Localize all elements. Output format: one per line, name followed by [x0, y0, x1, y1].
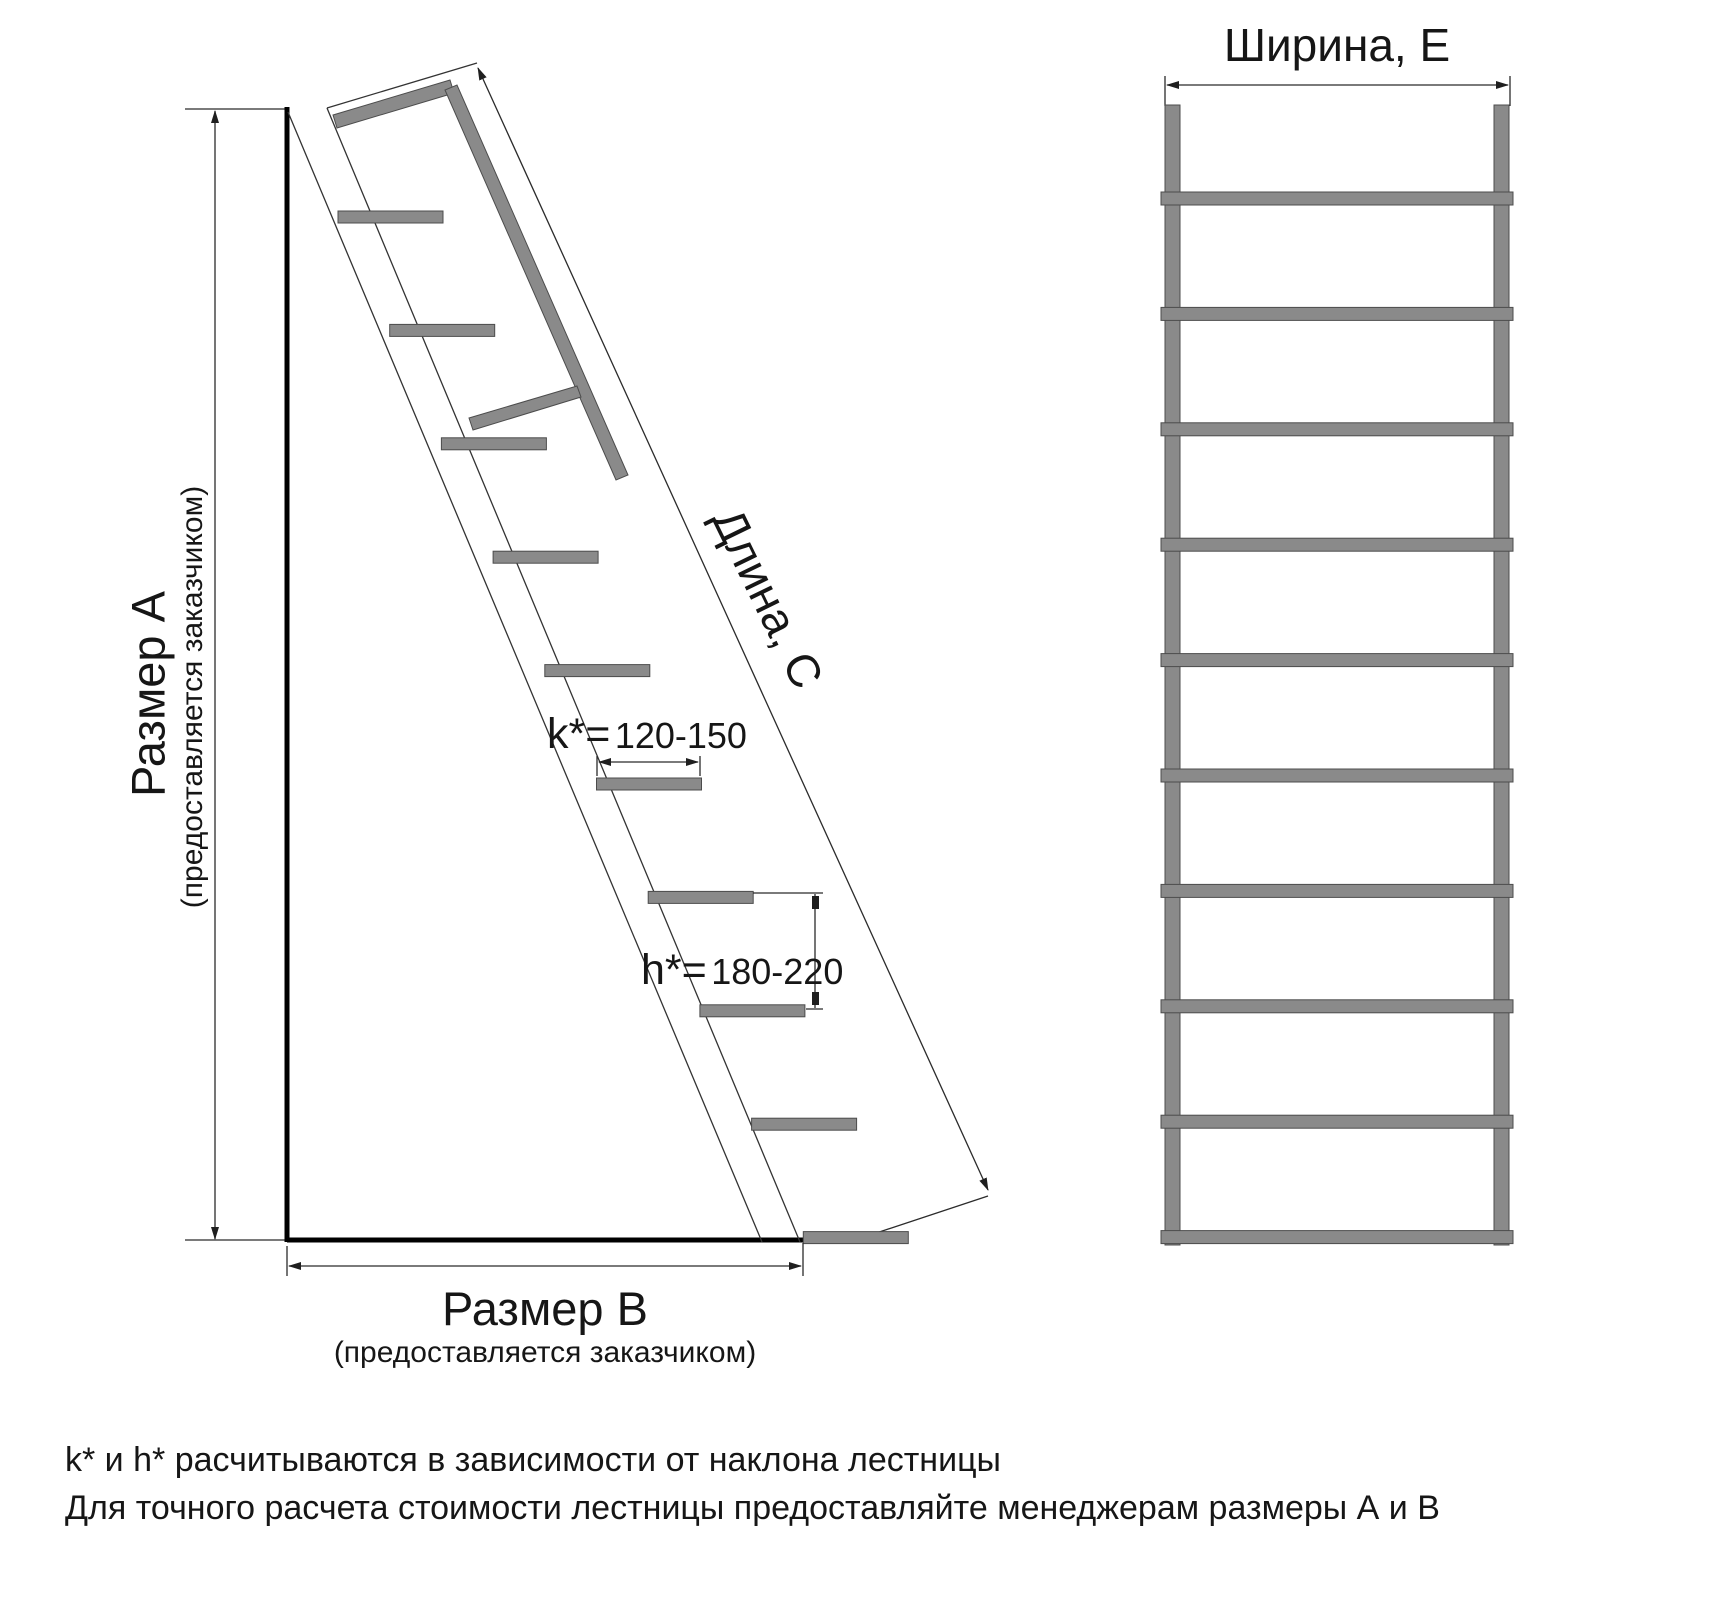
- step-bar: [803, 1232, 908, 1244]
- h-value: 180-220: [711, 951, 844, 992]
- size-b-note: (предоставляется заказчиком): [333, 1336, 757, 1369]
- step-bar: [648, 891, 753, 903]
- rung-bar: [1161, 769, 1513, 782]
- h-tick-top: [812, 896, 819, 909]
- rung-bar: [1161, 423, 1513, 436]
- rung-bar: [1161, 1115, 1513, 1128]
- rung-bar: [1161, 307, 1513, 320]
- h-dimension-label: [641, 946, 843, 995]
- footnote-line-1: k* и h* расчитываются в зависимости от наклона лестницы: [65, 1441, 1001, 1479]
- rungs-group: [1161, 192, 1513, 1244]
- width-e-label: Ширина, Е: [1223, 19, 1451, 71]
- step-bar: [441, 438, 546, 450]
- step-bar: [390, 324, 495, 336]
- step-bar: [700, 1005, 805, 1017]
- ladder-inner-line: [288, 112, 762, 1242]
- ladder-brace-bar: [469, 386, 581, 430]
- h-prefix: h*=: [641, 946, 707, 994]
- step-bar: [493, 551, 598, 563]
- rung-bar: [1161, 192, 1513, 205]
- step-bar: [597, 778, 702, 790]
- size-a-note: (предоставляется заказчиком): [176, 485, 209, 909]
- size-a-label: Размер А: [121, 591, 175, 797]
- rung-bar: [1161, 538, 1513, 551]
- step-bar: [752, 1118, 857, 1130]
- size-b-label: Размер В: [442, 1282, 648, 1335]
- k-value: 120-150: [614, 715, 747, 756]
- rung-bar: [1161, 1000, 1513, 1013]
- k-dimension-label: [547, 710, 747, 759]
- footnote-line-2: Для точного расчета стоимости лестницы предоставляйте менеджерам размеры А и В: [65, 1489, 1440, 1527]
- step-bar: [545, 665, 650, 677]
- ladder-top-bar: [333, 80, 454, 128]
- dim-line-c: [478, 68, 988, 1190]
- rung-bar: [1161, 654, 1513, 667]
- rung-bar: [1161, 1231, 1513, 1244]
- step-bar: [338, 211, 443, 223]
- rung-bar: [1161, 884, 1513, 897]
- rails-group: [1165, 105, 1509, 1245]
- rail-left: [1165, 105, 1180, 1245]
- length-c-label: Длина, С: [702, 499, 834, 697]
- k-prefix: k*=: [547, 710, 611, 758]
- rail-right: [1494, 105, 1509, 1245]
